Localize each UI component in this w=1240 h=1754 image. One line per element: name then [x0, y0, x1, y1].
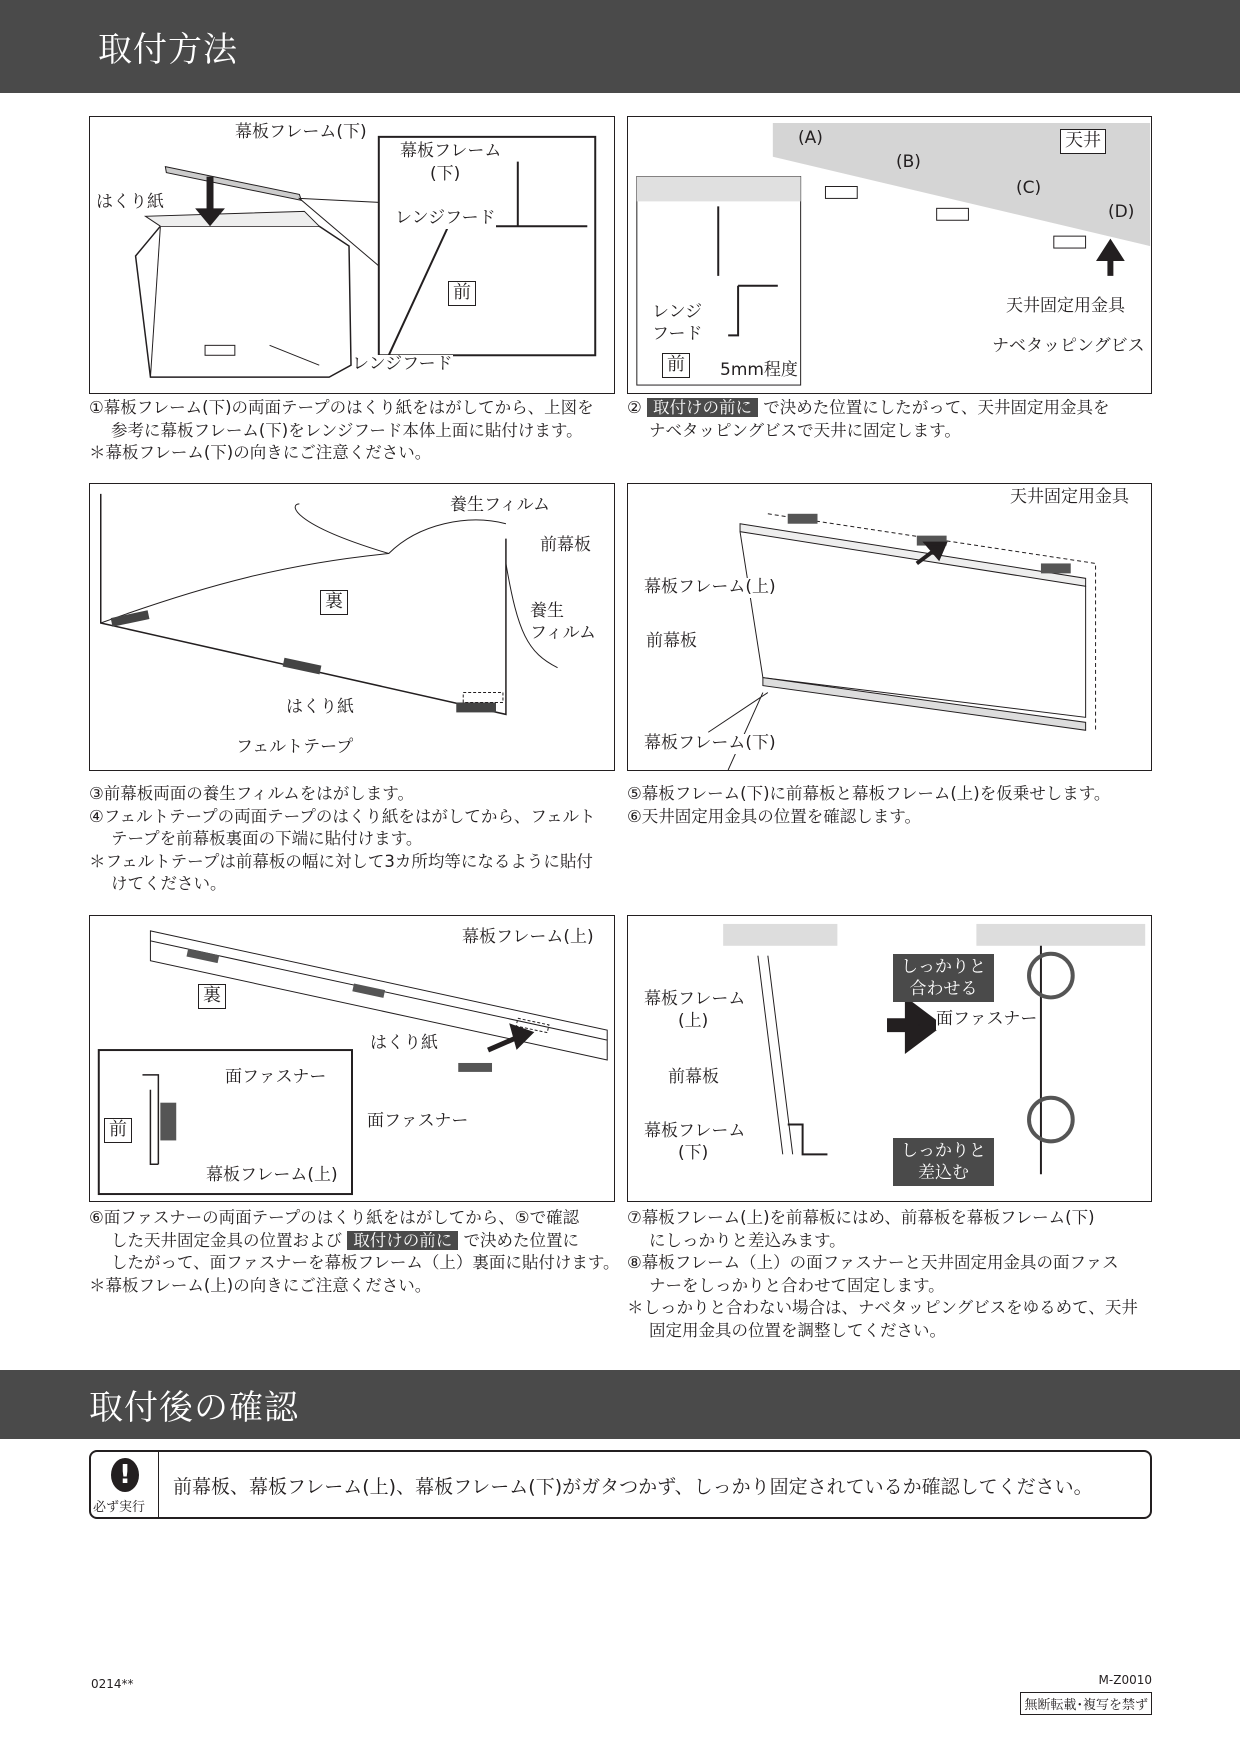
mandatory-icon-area — [91, 1452, 159, 1517]
step6b-line1: ⑥面ファスナーの両面テープのはくり紙をはがしてから、⑤で確認 — [89, 1208, 580, 1227]
label-fastener: 面ファスナー — [936, 1009, 1038, 1029]
label-film-side-2: フィルム — [530, 623, 596, 643]
callout-align — [893, 954, 994, 1002]
label-frame-upper: 幕板フレーム(上) — [462, 927, 594, 947]
label-film-side-1: 養生 — [530, 601, 564, 621]
footer-code-right: M-Z0010 — [1098, 1673, 1152, 1687]
step1-note: ＊幕板フレーム(下)の向きにご注意ください。 — [89, 443, 432, 462]
label-range-hood: レンジフード — [352, 354, 453, 374]
label-fastener: 面ファスナー — [367, 1111, 469, 1131]
frame-assembly-illustration — [628, 484, 1151, 770]
notice-message: 前幕板、幕板フレーム(上)、幕板フレーム(下)がガタつかず、しっかり固定されているか確認してください。 — [173, 1476, 1093, 1498]
step2-num: ② — [627, 398, 642, 417]
label-front-panel: 前幕板 — [540, 535, 591, 555]
label-frame-upper: 幕板フレーム(上) — [644, 577, 776, 597]
step5-6-text — [627, 783, 1110, 828]
step8-line2: ナーをしっかりと合わせて固定します。 — [649, 1275, 945, 1295]
label-inset-frame-upper: 幕板フレーム(上) — [206, 1165, 338, 1185]
callout-align-line1: しっかりと — [901, 957, 986, 977]
label-inset-frame: 幕板フレーム — [400, 141, 502, 161]
step2-chip: 取付けの前に — [647, 398, 758, 417]
upper-frame-illustration — [90, 916, 614, 1201]
range-hood-illustration — [90, 117, 614, 393]
step1-line1: ①幕板フレーム(下)の両面テープのはくり紙をはがしてから、上図を — [89, 398, 594, 417]
step4-note1: ＊フェルトテープは前幕板の幅に対して3カ所均等になるように貼付 — [89, 851, 593, 871]
label-frame-lower-1: 幕板フレーム — [644, 1121, 746, 1141]
step7-8-text — [627, 1207, 1138, 1342]
step8-line1: ⑧幕板フレーム（上）の面ファスナーと天井固定用金具の面ファス — [627, 1253, 1119, 1272]
step6b-line2-post: で決めた位置に — [463, 1230, 579, 1250]
diagram-step6b — [89, 915, 615, 1202]
label-fastener-inset: 面ファスナー — [225, 1067, 327, 1087]
step8-note1: ＊しっかりと合わない場合は、ナベタッピングビスをゆるめて、天井 — [627, 1298, 1138, 1317]
label-front: 前 — [448, 281, 476, 306]
label-front-panel: 前幕板 — [668, 1067, 719, 1087]
footer-code-left: 0214** — [91, 1677, 134, 1691]
label-frame-upper-2: (上) — [678, 1011, 709, 1031]
label-front-panel: 前幕板 — [646, 631, 697, 651]
step3-line: ③前幕板両面の養生フィルムをはがします。 — [89, 784, 414, 803]
step2-text — [627, 397, 1109, 442]
step1-line2: 参考に幕板フレーム(下)をレンジフード本体上面に貼付けます。 — [111, 420, 583, 440]
label-back: 裏 — [320, 590, 348, 615]
label-gap: 5mm程度 — [720, 360, 798, 380]
label-c: (C) — [1016, 178, 1042, 198]
diagram-step2 — [627, 116, 1152, 394]
diagram-step3-4 — [89, 483, 615, 771]
label-film-top: 養生フィルム — [450, 495, 550, 515]
label-bracket: 天井固定用金具 — [1010, 487, 1129, 507]
label-range-hood-2: フード — [652, 324, 703, 344]
step7-line1: ⑦幕板フレーム(上)を前幕板にはめ、前幕板を幕板フレーム(下) — [627, 1208, 1095, 1227]
step4-line1: ④フェルトテープの両面テープのはくり紙をはがしてから、フェルト — [89, 806, 596, 826]
step6b-line2-pre: した天井固定金具の位置および — [111, 1230, 342, 1250]
callout-insert-line1: しっかりと — [901, 1141, 986, 1161]
label-frame-lower: 幕板フレーム(下) — [644, 733, 776, 753]
step3-4-text — [89, 783, 596, 896]
section-header-check — [0, 1370, 1240, 1439]
callout-insert-line2: 差込む — [918, 1163, 969, 1183]
callout-align-line2: 合わせる — [909, 979, 978, 999]
label-felt-tape: フェルトテープ — [236, 737, 354, 757]
step6b-note: ＊幕板フレーム(上)の向きにご注意ください。 — [89, 1275, 432, 1295]
notice-box — [89, 1450, 1152, 1519]
section-title: 取付後の確認 — [89, 1388, 299, 1428]
step6b-line3: したがって、面ファスナーを幕板フレーム（上）裏面に貼付けます。 — [111, 1253, 620, 1272]
label-b: (B) — [896, 152, 921, 172]
label-screw: ナベタッピングビス — [992, 336, 1145, 356]
footer-copyright: 無断転載･複写を禁ず — [1020, 1692, 1152, 1715]
label-inset-frame-sub: (下) — [430, 164, 461, 184]
label-d: (D) — [1108, 202, 1135, 222]
step6-line: ⑥天井固定用金具の位置を確認します。 — [627, 806, 921, 826]
label-front: 前 — [662, 353, 690, 378]
label-ceiling: 天井 — [1060, 129, 1106, 154]
step5-line: ⑤幕板フレーム(下)に前幕板と幕板フレーム(上)を仮乗せします。 — [627, 784, 1111, 803]
label-inset-range-hood: レンジフード — [395, 208, 496, 228]
diagram-step7-8 — [627, 915, 1152, 1202]
step6b-text — [89, 1207, 620, 1297]
step2-line1: で決めた位置にしたがって、天井固定用金具を — [763, 398, 1110, 417]
label-frame-upper-1: 幕板フレーム — [644, 989, 746, 1009]
section-header-install — [0, 0, 1240, 93]
label-a: (A) — [798, 128, 823, 148]
mandatory-label: 必ず実行 — [93, 1500, 146, 1515]
label-release-paper: はくり紙 — [370, 1033, 438, 1053]
diagram-step1 — [89, 116, 615, 394]
label-frame-lower: 幕板フレーム(下) — [235, 122, 367, 142]
callout-insert — [893, 1138, 994, 1186]
label-frame-lower-2: (下) — [678, 1143, 709, 1163]
label-back: 裏 — [198, 984, 226, 1009]
label-release-paper: はくり紙 — [96, 192, 164, 212]
label-release-paper: はくり紙 — [286, 697, 354, 717]
step4-note2: けてください。 — [111, 874, 227, 893]
label-bracket: 天井固定用金具 — [1006, 296, 1125, 316]
step6b-chip: 取付けの前に — [347, 1231, 458, 1250]
label-range-hood-1: レンジ — [652, 302, 703, 322]
step8-note2: 固定用金具の位置を調整してください。 — [649, 1320, 946, 1340]
step2-line2: ナベタッピングビスで天井に固定します。 — [649, 420, 961, 440]
step4-line2: テープを前幕板裏面の下端に貼付けます。 — [111, 829, 423, 848]
step7-line2: にしっかりと差込みます。 — [649, 1230, 846, 1250]
section-title: 取付方法 — [98, 30, 238, 70]
step1-text — [89, 397, 594, 465]
diagram-step5-6 — [627, 483, 1152, 771]
exclamation-icon: ! — [111, 1458, 139, 1492]
label-front: 前 — [104, 1118, 132, 1143]
